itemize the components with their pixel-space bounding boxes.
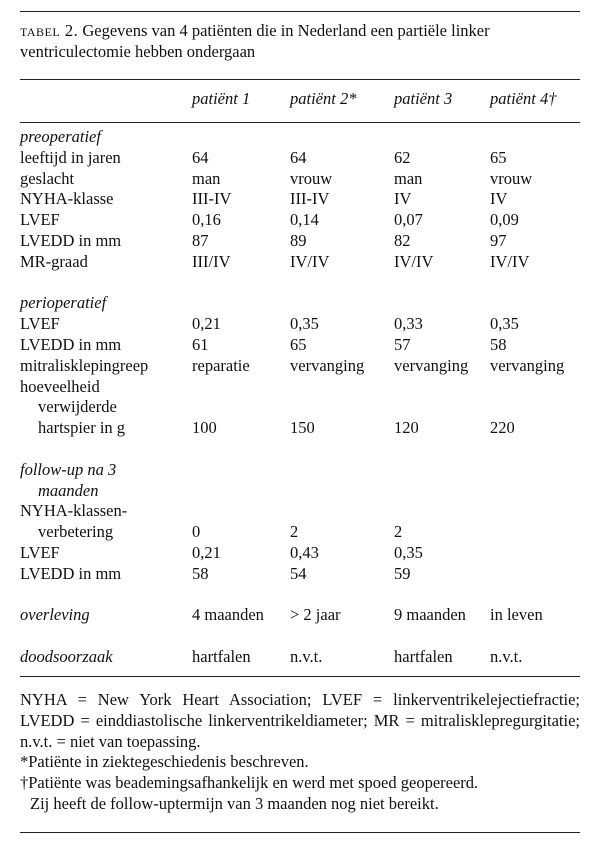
cell-patient-3: 62: [394, 147, 411, 167]
row-label: hoeveelheid: [20, 376, 100, 396]
notes-top-rule: [20, 676, 580, 677]
cell-patient-3: man: [394, 168, 423, 188]
cell-patient-2: 2: [290, 522, 299, 542]
cell-patient-2: > 2 jaar: [290, 605, 341, 625]
bottom-rule: [20, 832, 580, 833]
cell-patient-2: 0,35: [290, 314, 319, 334]
col-header-patient-1: patiënt 1: [192, 89, 251, 108]
cell-patient-1: 100: [192, 418, 217, 438]
row-label: NYHA-klassen-: [20, 501, 128, 521]
row-label: hartspier in g: [38, 418, 126, 438]
row-label: LVEF: [20, 542, 60, 562]
cell-patient-1: 87: [192, 230, 209, 250]
row-label: follow-up na 3: [20, 459, 117, 479]
cell-patient-2: 0,14: [290, 210, 319, 230]
spacer-row: [20, 585, 580, 606]
cell-patient-2: 65: [290, 334, 307, 354]
spacer-row: [20, 273, 580, 294]
row-label: maanden: [38, 480, 99, 500]
table-row: [20, 605, 580, 626]
cell-patient-2: 0,43: [290, 542, 319, 562]
cell-patient-2: n.v.t.: [290, 646, 323, 666]
table-row: [20, 231, 580, 252]
row-label: overleving: [20, 605, 90, 625]
footnote-patient-2: *Patiënte in ziektegeschiedenis beschreven.: [20, 752, 309, 772]
top-rule: [20, 11, 580, 12]
cell-patient-2: vrouw: [290, 168, 333, 188]
cell-patient-1: man: [192, 168, 221, 188]
cell-patient-1: 64: [192, 147, 209, 167]
cell-patient-2: III-IV: [290, 189, 330, 209]
cell-patient-1: 61: [192, 334, 209, 354]
cell-patient-2: IV/IV: [290, 251, 330, 271]
cell-patient-2: 64: [290, 147, 307, 167]
row-label: LVEF: [20, 210, 60, 230]
table-row: [20, 169, 580, 190]
row-label: MR-graad: [20, 251, 88, 271]
header-bottom-rule: [20, 122, 580, 123]
cell-patient-4: vervanging: [490, 355, 565, 375]
table-row: [20, 377, 580, 398]
footnotes: [20, 690, 580, 815]
row-label: doodsoorzaak: [20, 646, 113, 666]
col-header-patient-4: patiënt 4†: [490, 89, 557, 108]
table-row: [20, 418, 580, 439]
cell-patient-4: in leven: [490, 605, 543, 625]
row-label: verwijderde: [38, 397, 117, 417]
footnote-patient-4: †Patiënte was beademingsafhankelijk en werd met spoed geopereerd.: [20, 773, 479, 793]
cell-patient-1: 4 maanden: [192, 605, 264, 625]
spacer-row: [20, 626, 580, 647]
table-row: [20, 647, 580, 668]
cell-patient-1: 0,21: [192, 314, 221, 334]
cell-patient-3: 0,07: [394, 210, 423, 230]
cell-patient-1: 0,16: [192, 210, 221, 230]
cell-patient-3: 0,33: [394, 314, 423, 334]
table-caption: [20, 20, 580, 62]
table-row: [20, 543, 580, 564]
cell-patient-3: vervanging: [394, 355, 469, 375]
cell-patient-3: IV: [394, 189, 412, 209]
table-row: [20, 293, 580, 314]
cell-patient-2: vervanging: [290, 355, 365, 375]
table-body: [20, 127, 580, 668]
cell-patient-1: 0,21: [192, 542, 221, 562]
table-row: [20, 148, 580, 169]
cell-patient-1: 58: [192, 563, 209, 583]
cell-patient-3: 82: [394, 230, 411, 250]
cell-patient-4: 58: [490, 334, 507, 354]
row-label: verbetering: [38, 522, 114, 542]
cell-patient-4: 97: [490, 230, 507, 250]
row-label: NYHA-klasse: [20, 189, 114, 209]
cell-patient-3: 59: [394, 563, 411, 583]
cell-patient-4: 65: [490, 147, 507, 167]
row-label: LVEDD in mm: [20, 334, 122, 354]
table-row: [20, 314, 580, 335]
table-row: [20, 564, 580, 585]
row-label: perioperatief: [20, 293, 107, 313]
table-row: [20, 397, 580, 418]
cell-patient-3: 9 maanden: [394, 605, 466, 625]
row-label: LVEF: [20, 314, 60, 334]
cell-patient-4: n.v.t.: [490, 646, 523, 666]
col-header-patient-3: patiënt 3: [394, 89, 453, 108]
table-row: [20, 460, 580, 481]
table-row: [20, 522, 580, 543]
cell-patient-1: III/IV: [192, 251, 231, 271]
table-row: [20, 335, 580, 356]
row-label: preoperatief: [20, 127, 101, 146]
cell-patient-4: 0,35: [490, 314, 519, 334]
spacer-row: [20, 439, 580, 460]
table-row: [20, 252, 580, 273]
cell-patient-2: 54: [290, 563, 307, 583]
row-label: LVEDD in mm: [20, 563, 122, 583]
caption-label: tabel 2.: [20, 21, 79, 40]
cell-patient-1: III-IV: [192, 189, 232, 209]
cell-patient-3: hartfalen: [394, 646, 453, 666]
cell-patient-3: 0,35: [394, 542, 423, 562]
cell-patient-4: IV/IV: [490, 251, 530, 271]
cell-patient-2: 89: [290, 230, 307, 250]
row-label: mitralisklepingreep: [20, 355, 149, 375]
table-row: [20, 189, 580, 210]
cell-patient-1: hartfalen: [192, 646, 251, 666]
col-header-patient-2: patiënt 2*: [290, 89, 357, 108]
cell-patient-3: 57: [394, 334, 411, 354]
row-label: LVEDD in mm: [20, 230, 122, 250]
cell-patient-4: 220: [490, 418, 515, 438]
cell-patient-3: 2: [394, 522, 403, 542]
column-headers: [20, 89, 580, 111]
table-row: [20, 127, 580, 148]
cell-patient-3: 120: [394, 418, 419, 438]
cell-patient-2: 150: [290, 418, 315, 438]
caption-text: Gegevens van 4 patiënten die in Nederland een partiële linker ventriculectomie hebben ondergaan: [20, 21, 490, 61]
table-row: [20, 481, 580, 502]
table-row: [20, 501, 580, 522]
cell-patient-4: 0,09: [490, 210, 519, 230]
cell-patient-1: 0: [192, 522, 201, 542]
row-label: geslacht: [20, 168, 75, 188]
cell-patient-1: reparatie: [192, 355, 250, 375]
row-label: leeftijd in jaren: [20, 147, 121, 167]
header-top-rule: [20, 79, 580, 80]
table-row: [20, 356, 580, 377]
table-row: [20, 210, 580, 231]
cell-patient-4: IV: [490, 189, 508, 209]
cell-patient-4: vrouw: [490, 168, 533, 188]
cell-patient-3: IV/IV: [394, 251, 434, 271]
footnote-abbreviations: NYHA = New York Heart Association; LVEF = linkerventrikelejectiefractie; LVEDD = einddiastolische linkerventrikeldiameter; MR = mitralisklepregurgitatie; n.v.t. = niet van toepassing.: [20, 690, 580, 751]
footnote-patient-4-cont: Zij heeft de follow-uptermijn van 3 maanden nog niet bereikt.: [30, 793, 439, 813]
